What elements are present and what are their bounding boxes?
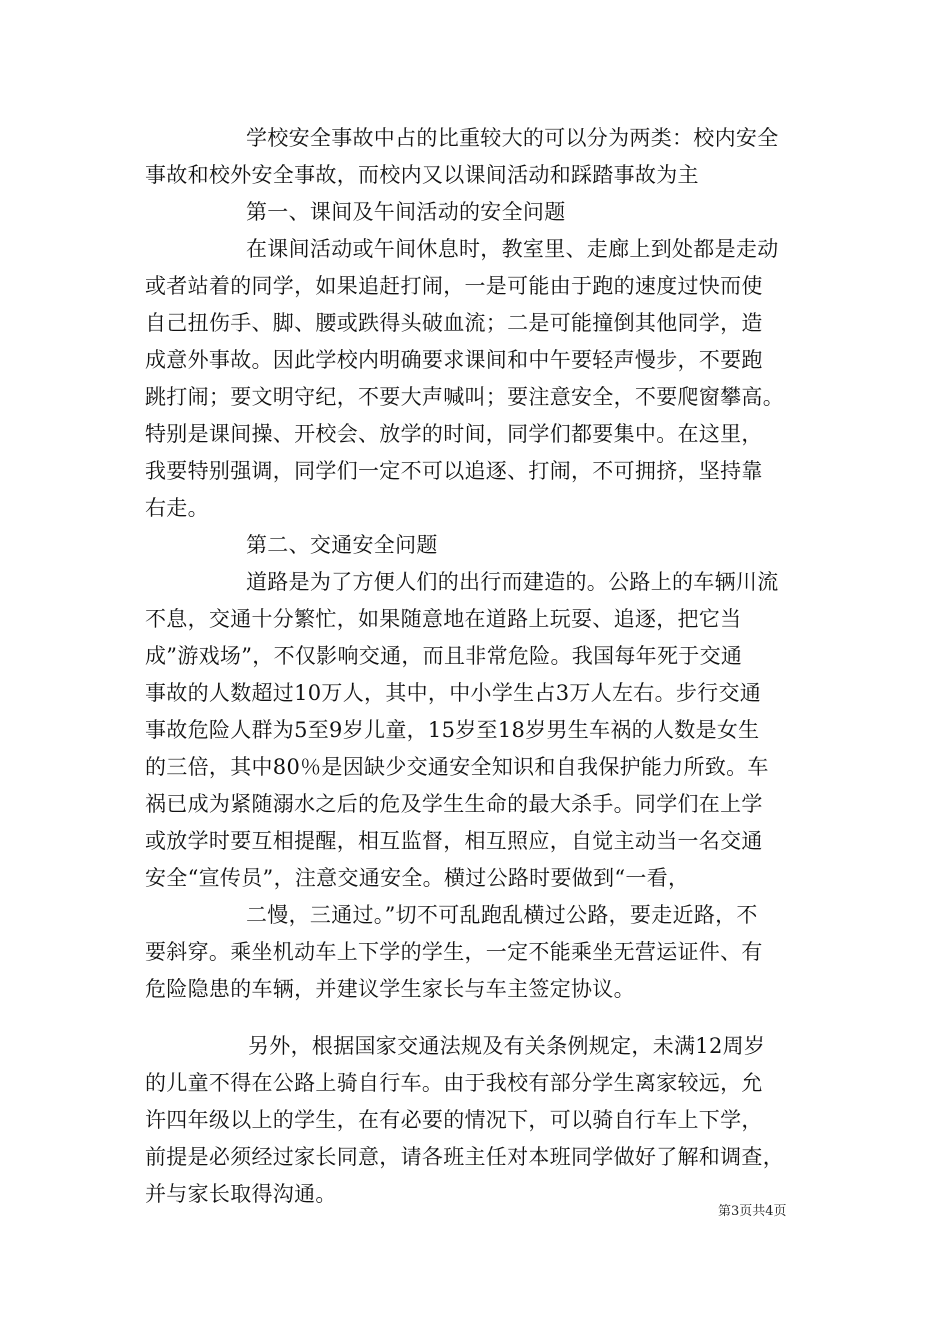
text-line: 事故危险人群为5至9岁儿童，15岁至18岁男生车祸的人数是女生: [145, 718, 760, 742]
text-line: 的儿童不得在公路上骑自行车。由于我校有部分学生离家较远，允: [145, 1071, 763, 1095]
text-line: 在课间活动或午间休息时，教室里、走廊上到处都是走动: [246, 237, 779, 261]
text-line: 前提是必须经过家长同意，请各班主任对本班同学做好了解和调查，: [145, 1145, 784, 1169]
section-heading: 第二、交通安全问题: [246, 533, 438, 557]
text-line: 二慢，三通过。”切不可乱跑乱横过公路，要走近路，不: [246, 903, 758, 927]
text-line: 许四年级以上的学生，在有必要的情况下，可以骑自行车上下学，: [145, 1108, 763, 1132]
section-heading: 第一、课间及午间活动的安全问题: [246, 200, 566, 224]
text-line: 不息，交通十分繁忙，如果随意地在道路上玩耍、追逐，把它当: [145, 607, 742, 631]
text-line: 要斜穿。乘坐机动车上下学的学生，一定不能乘坐无营运证件、有: [145, 940, 763, 964]
text-line: 另外，根据国家交通法规及有关条例规定，未满12周岁: [248, 1034, 766, 1058]
text-line: 成意外事故。因此学校内明确要求课间和中午要轻声慢步，不要跑: [145, 348, 763, 372]
text-line: 事故的人数超过10万人，其中，中小学生占3万人左右。步行交通: [145, 681, 762, 705]
text-line: 成”游戏场”，不仅影响交通，而且非常危险。我国每年死于交通: [145, 644, 743, 668]
text-line: 事故和校外安全事故，而校内又以课间活动和踩踏事故为主: [145, 163, 699, 187]
text-line: 右走。: [145, 496, 209, 520]
text-line: 特别是课间操、开校会、放学的时间，同学们都要集中。在这里，: [145, 422, 763, 446]
text-line: 的三倍，其中80％是因缺少交通安全知识和自我保护能力所致。车: [145, 755, 769, 779]
text-line: 跳打闹；要文明守纪，不要大声喊叫；要注意安全，不要爬窗攀高。: [145, 385, 784, 409]
page-number-footer: 第3页共4页: [718, 1204, 787, 1219]
text-line: 或者站着的同学，如果追赶打闹，一是可能由于跑的速度过快而使: [145, 274, 763, 298]
text-line: 危险隐患的车辆，并建议学生家长与车主签定协议。: [145, 977, 635, 1001]
text-line: 安全“宣传员”，注意交通安全。横过公路时要做到“一看，: [145, 866, 690, 890]
text-line: 祸已成为紧随溺水之后的危及学生生命的最大杀手。同学们在上学: [145, 792, 763, 816]
text-line: 学校安全事故中占的比重较大的可以分为两类：校内安全: [246, 126, 779, 150]
text-line: 自己扭伤手、脚、腰或跌得头破血流；二是可能撞倒其他同学，造: [145, 311, 763, 335]
text-line: 或放学时要互相提醒，相互监督，相互照应，自觉主动当一名交通: [145, 829, 763, 853]
text-line: 我要特别强调，同学们一定不可以追逐、打闹，不可拥挤，坚持靠: [145, 459, 763, 483]
text-line: 道路是为了方便人们的出行而建造的。公路上的车辆川流: [246, 570, 779, 594]
text-line: 并与家长取得沟通。: [145, 1182, 337, 1206]
